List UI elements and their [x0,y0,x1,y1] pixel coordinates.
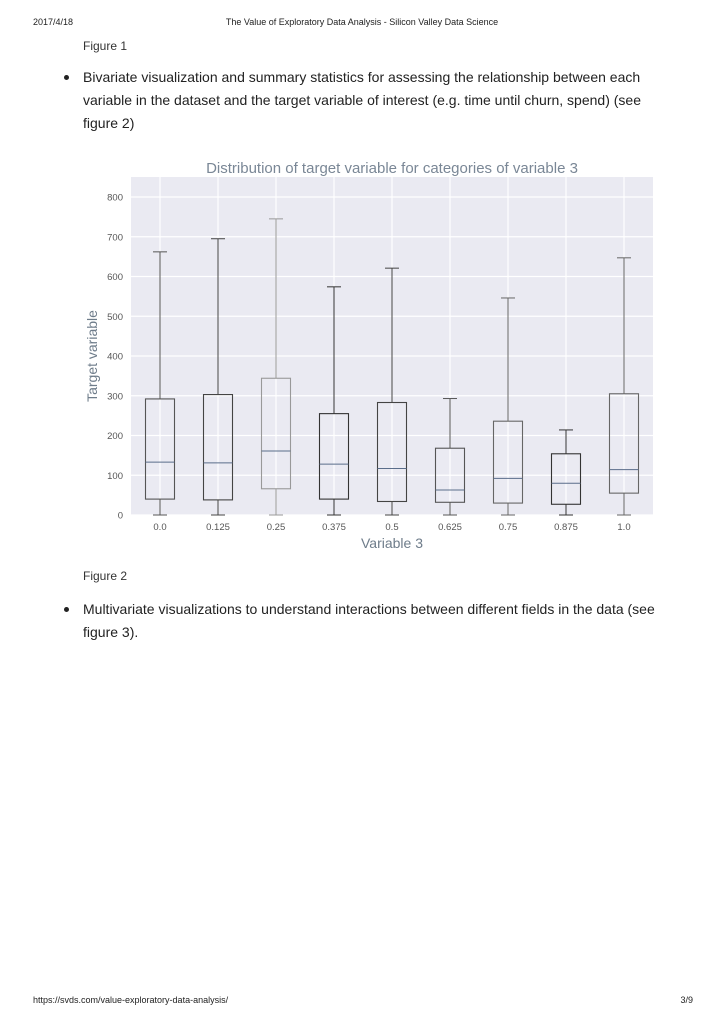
bullet-multivariate-text: Multivariate visualizations to understand interactions between different fields in the data (see figure 3). [83,601,655,640]
x-tick-labels [153,522,630,533]
x-tick-label: 0.125 [206,522,230,533]
y-tick-label: 400 [107,351,123,363]
x-tick-label: 0.5 [385,522,399,533]
x-tick-label: 0.0 [153,522,167,533]
chart-title: Distribution of target variable for categories of variable 3 [206,160,578,177]
bullet-bivariate-text: Bivariate visualization and summary statistics for assessing the relationship between each variable in the dataset and the target variable of interest (e.g. time until churn, spend) (see figure 2) [83,69,641,131]
y-tick-label: 100 [107,470,123,482]
figure1-caption: Figure 1 [83,39,128,53]
x-axis-label: Variable 3 [360,535,424,551]
y-tick-label: 600 [107,272,123,283]
bullet-bivariate [64,66,664,135]
y-tick-label: 200 [107,431,123,442]
x-tick-label: 0.25 [266,522,286,533]
x-tick-label: 0.625 [438,522,462,533]
figure2-caption: Figure 2 [83,569,128,583]
y-tick-label: 800 [107,192,123,204]
header-title: The Value of Exploratory Data Analysis - Silicon Valley Data Science [225,17,499,27]
bullet-dot [64,75,69,80]
x-tick-label: 1.0 [617,522,631,533]
header-date: 2017/4/18 [33,17,74,27]
y-tick-label: 0 [117,510,123,522]
x-tick-label: 0.375 [322,522,346,533]
x-tick-label: 0.875 [554,522,578,533]
y-tick-label: 500 [107,311,123,323]
y-tick-label: 300 [107,391,123,403]
y-tick-label: 700 [107,232,123,244]
bullet-multivariate [64,598,664,644]
bullet-dot [64,607,69,612]
footer-page-number: 3/9 [680,995,693,1005]
y-axis-label: Target variable [84,310,100,402]
footer-url: https://svds.com/value-exploratory-data-analysis/ [33,995,229,1005]
x-tick-label: 0.75 [498,522,518,533]
boxplot-chart [80,156,680,556]
y-tick-labels [107,193,123,522]
